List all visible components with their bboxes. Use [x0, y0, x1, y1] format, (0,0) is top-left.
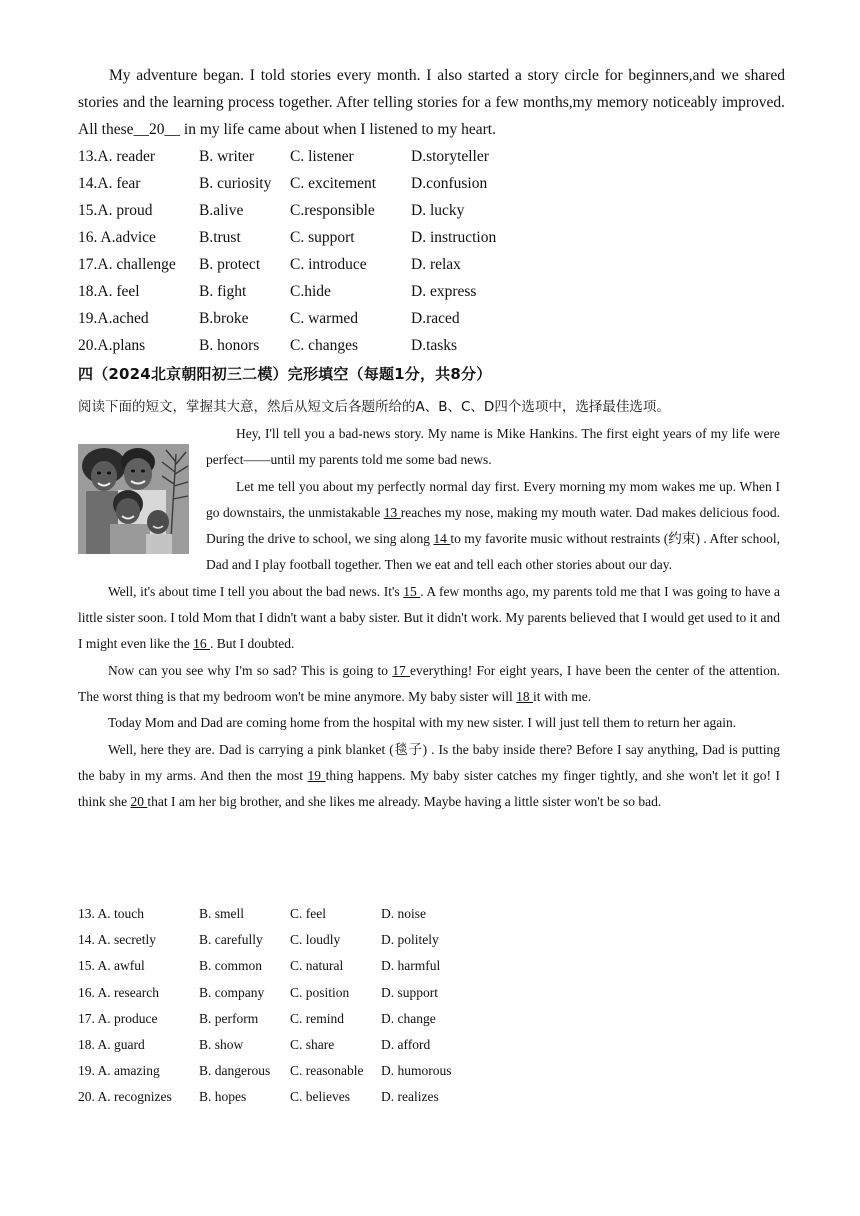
option-d: D. humorous [381, 1063, 452, 1079]
option-c: C.responsible [290, 202, 375, 219]
option-d: D.raced [411, 310, 460, 327]
blank-17: 17 [392, 662, 411, 678]
option-c: C. natural [290, 958, 344, 974]
section-title: 四（2024北京朝阳初三二模）完形填空（每题1分，共8分） [78, 365, 492, 383]
story-text: it with me. [533, 688, 592, 704]
option-d: D.tasks [411, 337, 458, 354]
option-b: B. common [199, 958, 262, 974]
option-c: C. support [290, 229, 355, 246]
option-row [78, 1032, 452, 1058]
blank-18: 18 [516, 688, 533, 704]
option-d: D.confusion [411, 175, 488, 192]
option-a: 16. A.advice [78, 229, 156, 246]
option-b: B. company [199, 984, 265, 1000]
option-d: D. change [381, 1010, 436, 1026]
option-c: C. warmed [290, 310, 359, 327]
option-c: C. changes [290, 337, 359, 354]
story-passage [78, 421, 780, 815]
option-a: 14.A. fear [78, 175, 141, 192]
option-row [78, 1084, 452, 1110]
option-b: B. writer [199, 148, 255, 165]
option-a: 19.A.ached [78, 310, 149, 327]
option-a: 18.A. feel [78, 283, 140, 300]
option-a: 19. A. amazing [78, 1063, 160, 1079]
option-b: B. perform [199, 1010, 259, 1026]
option-a: 13. A. touch [78, 906, 144, 921]
option-b: B. hopes [199, 1089, 247, 1105]
section-instruction: 阅读下面的短文，掌握其大意，然后从短文后各题所给的A、B、C、D四个选项中，选择最佳选项。 [78, 399, 670, 415]
option-b: B. protect [199, 256, 261, 273]
option-d: D. realizes [381, 1089, 439, 1105]
option-d: D. politely [381, 932, 439, 948]
option-d: D. harmful [381, 958, 441, 974]
option-b: B. smell [199, 906, 245, 921]
option-c: C. loudly [290, 932, 341, 948]
option-c: C. reasonable [290, 1063, 364, 1079]
option-row [78, 224, 496, 251]
option-row [78, 901, 452, 927]
passage-text: My adventure began. I told stories every month. I also started a story circle for beginners,and we shared stories and the learning process together. After telling stories for a few months,my memory noticeably improved. All these__20__ in my life came about when I listened to my heart. [78, 67, 785, 138]
story-paragraph [78, 658, 780, 711]
option-b: B. carefully [199, 932, 263, 948]
story-paragraph [78, 737, 780, 816]
story-text: Now can you see why I'm so sad? This is going to [108, 662, 393, 678]
story-paragraph [78, 579, 780, 658]
option-row [78, 197, 496, 224]
story-text: thing happens. My baby sister catches my finger tightly, and she won't let it go! I think she [78, 767, 780, 810]
story-paragraph [78, 710, 780, 736]
option-a: 18. A. guard [78, 1036, 145, 1052]
story-text: Well, here they are. Dad is carrying a pink blanket (毯子) . Is the baby inside there? Before I say anything, Dad is putting the baby in my arms. And then the most [78, 741, 780, 783]
option-b: B. dangerous [199, 1063, 271, 1079]
option-c: C. share [290, 1036, 335, 1052]
option-b: B. show [199, 1036, 244, 1052]
option-c: C. remind [290, 1010, 344, 1026]
option-row [78, 953, 452, 979]
option-d: D. noise [381, 906, 426, 921]
blank-20: 20 [130, 794, 148, 810]
option-a: 20.A.plans [78, 337, 146, 354]
passage-paragraph [78, 62, 785, 143]
story-text: Let me tell you about my perfectly normal day first. Every morning my mom wakes me up. When I go downstairs, the unmistakable [206, 478, 780, 520]
story-text: that I am her big brother, and she likes me already. Maybe having a little sister won't be so bad. [147, 794, 662, 810]
option-c: C. position [290, 984, 350, 1000]
options-list-2 [78, 901, 452, 1111]
option-d: D. lucky [411, 202, 465, 219]
story-text: reaches my nose, making my mouth water. Dad makes delicious food. During the drive to school, we sing along [206, 504, 780, 547]
story-text: Well, it's about time I tell you about the bad news. It's [108, 583, 404, 599]
story-text: Today Mom and Dad are coming home from the hospital with my new sister. I will just tell them to return her again. [108, 715, 737, 731]
option-row [78, 332, 496, 359]
story-text: . But I doubted. [209, 636, 295, 652]
option-a: 14. A. secretly [78, 932, 156, 948]
blank-15: 15 [403, 583, 421, 599]
option-b: B. honors [199, 337, 260, 354]
option-row [78, 278, 496, 305]
option-b: B.trust [199, 229, 241, 246]
option-row [78, 305, 496, 332]
option-a: 13.A. reader [78, 148, 156, 165]
option-d: D. relax [411, 256, 461, 273]
option-row [78, 1006, 452, 1032]
blank-16: 16 [193, 636, 210, 652]
option-d: D. afford [381, 1036, 431, 1052]
option-d: D. support [381, 984, 438, 1000]
option-d: D. instruction [411, 229, 497, 246]
option-row [78, 927, 452, 953]
option-b: B.alive [199, 202, 244, 219]
option-c: C. believes [290, 1089, 350, 1105]
option-row [78, 1058, 452, 1084]
option-c: C. excitement [290, 175, 377, 192]
option-a: 17.A. challenge [78, 256, 176, 273]
option-c: C. feel [290, 906, 326, 921]
story-text: to my favorite music without restraints (约束) . After school, Dad and I play football together. Then we eat and tell each other stories about our day. [206, 531, 781, 573]
option-a: 20. A. recognizes [78, 1089, 172, 1105]
option-c: C.hide [290, 283, 331, 300]
option-a: 15. A. awful [78, 958, 145, 974]
options-list-1 [78, 143, 496, 359]
option-d: D. express [411, 283, 477, 300]
option-d: D.storyteller [411, 148, 489, 165]
story-text: Hey, I'll tell you a bad-news story. My name is Mike Hankins. The first eight years of my life were perfect——until my parents told me some bad news. [206, 426, 780, 468]
blank-14: 14 [433, 531, 451, 547]
story-paragraph [78, 421, 780, 474]
option-c: C. listener [290, 148, 354, 165]
story-text: . A few months ago, my parents told me that I was going to have a little sister soon. I told Mom that I didn't want a baby sister. But it didn't work. My parents believed that I would get used to it and I might even like the [78, 583, 780, 652]
option-row [78, 251, 496, 278]
option-row [78, 143, 496, 170]
option-c: C. introduce [290, 256, 367, 273]
blank-19: 19 [307, 767, 326, 783]
option-row [78, 980, 452, 1006]
option-b: B.broke [199, 310, 249, 327]
story-text: everything! For eight years, I have been the center of the attention. The worst thing is that my bedroom won't be mine anymore. My baby sister will [78, 662, 780, 704]
option-a: 15.A. proud [78, 202, 153, 219]
story-paragraph [78, 474, 780, 579]
option-a: 16. A. research [78, 984, 159, 1000]
option-b: B. fight [199, 283, 247, 300]
option-b: B. curiosity [199, 175, 272, 192]
blank-13: 13 [383, 504, 401, 520]
option-a: 17. A. produce [78, 1010, 158, 1026]
option-row [78, 170, 496, 197]
